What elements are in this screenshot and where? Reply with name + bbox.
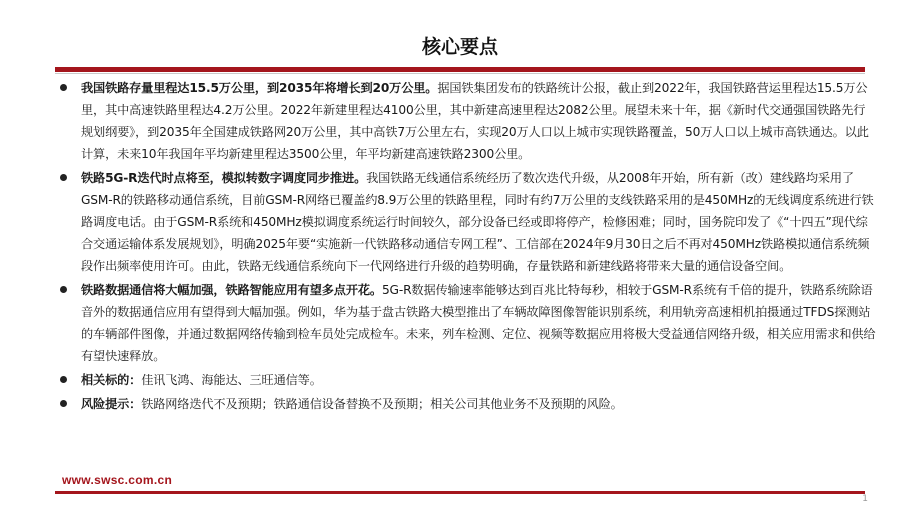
bullet-body: 佳讯飞鸿、海能达、三旺通信等。 <box>141 373 322 387</box>
bullet-dot-icon <box>60 400 67 407</box>
bullet-heading: 铁路数据通信将大幅加强，铁路智能应用有望多点开花。 <box>81 283 382 297</box>
footer-divider <box>55 491 865 494</box>
bullet-dot-icon <box>60 376 67 383</box>
bullet-body: 5G-R数据传输速率能够达到百兆比特每秒，相较于GSM-R系统有千倍的提升，铁路系统除语音外的数据通信应用有望得到大幅加强。例如，华为基于盘古铁路大模型推出了车辆故障图像智能识别系统，利用轨旁高速相机拍摄通过TFDS探测站的车辆部件图像，并通过数据网络传输到检车员处完成检车。未来，列车检测、定位、视频等数据应用将极大受益通信网络升级，相关应用需求和供给有望快速释放。 <box>81 283 876 363</box>
bullet-dot-icon <box>60 174 67 181</box>
title-divider-thin <box>55 73 865 74</box>
bullet-dot-icon <box>60 286 67 293</box>
title-divider <box>55 67 865 72</box>
bullet-item-5g-r <box>57 167 877 277</box>
bullet-heading: 相关标的： <box>81 373 142 387</box>
bullet-item-targets <box>57 369 877 391</box>
key-points-list <box>57 77 877 417</box>
bullet-heading: 铁路5G-R迭代时点将至，模拟转数字调度同步推进。 <box>81 171 367 185</box>
bullet-heading: 我国铁路存量里程达15.5万公里，到2035年将增长到20万公里。 <box>81 81 438 95</box>
footer-url: www.swsc.com.cn <box>62 473 173 487</box>
bullet-body: 我国铁路无线通信系统经历了数次迭代升级，从2008年开始，所有新（改）建线路均采用了GSM-R的铁路移动通信系统，目前GSM-R网络已覆盖约8.9万公里的铁路里程，同时有约7万公里的支线铁路采用的是450MHz的无线调度系统进行铁路调度电话。由于GSM-R系统和450MHz模拟调度系统运行时间较久，部分设备已经或即将停产，检修困难；同时，国务院印发了《“十四五”现代综合交通运输体系发展规划》，明确2025年要“实施新一代铁路移动通信专网工程”、工信部在2024年9月30日之后不再对450MHz铁路模拟通信系统频段作出频率使用许可。由此，铁路无线通信系统向下一代网络进行升级的趋势明确，存量铁路和新建线路将带来大量的通信设备空间。 <box>81 171 874 273</box>
bullet-item-risk <box>57 393 877 415</box>
bullet-body: 据国铁集团发布的铁路统计公报，截止到2022年，我国铁路营运里程达15.5万公里，其中高速铁路里程达4.2万公里。2022年新建里程达4100公里，其中新建高速里程达2082公里。展望未来十年，据《新时代交通强国铁路先行规划纲要》，到2035年全国建成铁路网20万公里，其中高铁7万公里左右，实现20万人口以上城市实现铁路覆盖，50万人口以上城市高铁通达。以此计算，未来10年我国年平均新建里程达3500公里，年平均新建高速铁路2300公里。 <box>81 81 869 161</box>
page-title: 核心要点 <box>421 36 498 58</box>
bullet-heading: 风险提示： <box>81 397 142 411</box>
bullet-body: 铁路网络迭代不及预期；铁路通信设备替换不及预期；相关公司其他业务不及预期的风险。 <box>141 397 623 411</box>
page-number: 1 <box>862 494 868 504</box>
bullet-dot-icon <box>60 84 67 91</box>
bullet-item-mileage <box>57 77 877 165</box>
bullet-item-data-comm <box>57 279 877 367</box>
